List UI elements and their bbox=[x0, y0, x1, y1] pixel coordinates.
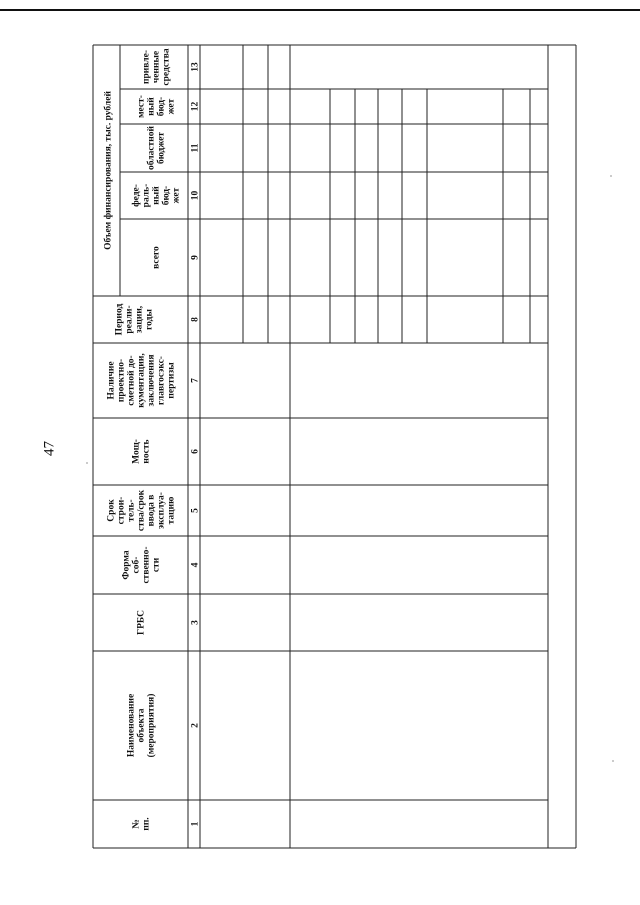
header-period: Периодреали-зации,годы bbox=[114, 303, 155, 336]
header-total: всего bbox=[151, 246, 162, 269]
header-financing: Объем финансирования, тыс. рублей bbox=[103, 91, 114, 250]
column-number: 8 bbox=[190, 317, 201, 322]
column-number: 12 bbox=[190, 101, 201, 112]
header-regional: областнойбюджет bbox=[146, 126, 167, 170]
header-capacity: Мощ-ность bbox=[131, 439, 152, 464]
column-number: 9 bbox=[190, 255, 201, 260]
header-grbs: ГРБС bbox=[136, 610, 147, 635]
column-number: 1 bbox=[190, 821, 201, 827]
scan-speck bbox=[610, 175, 612, 177]
column-number: 4 bbox=[190, 562, 201, 568]
column-number: 2 bbox=[190, 723, 201, 728]
column-number: 3 bbox=[190, 620, 201, 625]
top-rule bbox=[0, 9, 640, 11]
column-number: 13 bbox=[190, 62, 201, 72]
header-term: Срокстрои-тель-ства/срокввода вэксплуа-тацию bbox=[106, 489, 177, 532]
header-attracted: привле-ченныесредства bbox=[141, 48, 172, 86]
financing-table-grid bbox=[93, 45, 576, 848]
column-number: 11 bbox=[190, 143, 201, 153]
header-ownership: Формасоб-ственно-сти bbox=[121, 546, 162, 584]
header-name: Наименованиеобъекта(мероприятия) bbox=[126, 693, 157, 758]
header-federal: феде-раль-ныйбюд-жет bbox=[131, 183, 182, 208]
scan-speck bbox=[86, 462, 88, 464]
header-local: мест-ныйбюд-жет bbox=[136, 95, 177, 118]
column-number: 6 bbox=[190, 449, 201, 454]
financing-table bbox=[93, 45, 576, 848]
column-number: 7 bbox=[190, 378, 201, 383]
header-no: №пп. bbox=[131, 817, 152, 831]
column-number: 5 bbox=[190, 508, 201, 513]
scan-speck bbox=[612, 760, 614, 762]
page-number: 47 bbox=[41, 441, 58, 456]
column-number: 10 bbox=[190, 190, 201, 201]
header-docs: Наличиепроектно-сметной до-кументации,заключенияглавгосэкс-пертизы bbox=[106, 353, 177, 408]
